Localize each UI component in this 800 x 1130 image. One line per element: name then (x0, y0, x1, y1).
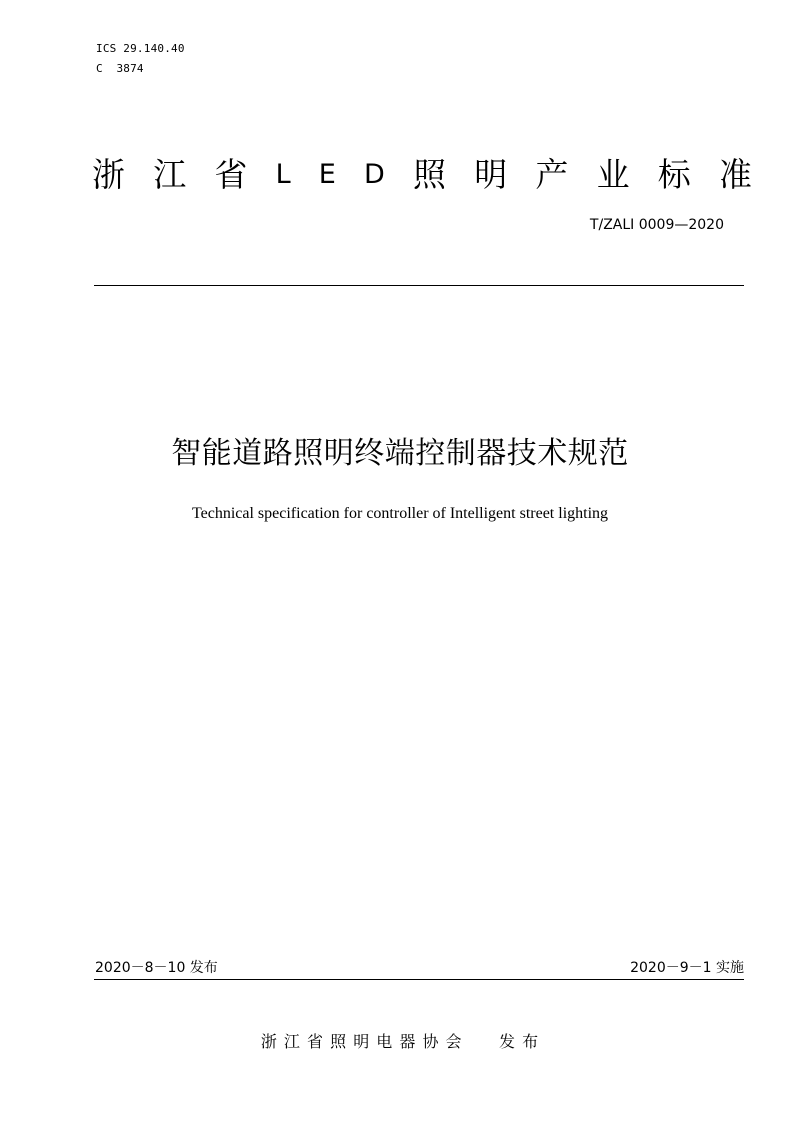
standard-number: T/ZALI 0009—2020 (589, 217, 724, 233)
standard-title-char: 省 (214, 155, 248, 194)
standard-title-char: 江 (153, 155, 187, 194)
ics-code: ICS 29.140.40 (96, 42, 185, 55)
standard-title-char: E (318, 159, 336, 190)
standard-title-char: 明 (474, 155, 508, 194)
standard-title-char: 产 (535, 155, 569, 194)
standard-title-char: D (364, 159, 385, 190)
header-divider (94, 285, 744, 286)
standard-title-char: L (275, 159, 291, 190)
implementation-date: 2020－9－1 实施 (630, 960, 744, 976)
standard-title-char: 浙 (92, 155, 125, 194)
standard-title-char: 标 (657, 155, 691, 194)
date-row (94, 958, 744, 980)
ccs-code: C 3874 (96, 62, 144, 75)
standard-title-char: 照 (413, 155, 447, 194)
standard-title-char: 业 (596, 155, 630, 194)
document-title-chinese: 智能道路照明终端控制器技术规范 (171, 436, 629, 471)
standard-category-title (92, 152, 752, 198)
standard-title-char: 准 (718, 155, 752, 194)
publisher: 浙 江 省 照 明 电 器 协 会 发 布 (260, 1032, 540, 1051)
document-title-english: Technical specification for controller of Intelligent street lighting (191, 505, 609, 522)
issue-date: 2020－8－10 发布 (95, 960, 218, 976)
